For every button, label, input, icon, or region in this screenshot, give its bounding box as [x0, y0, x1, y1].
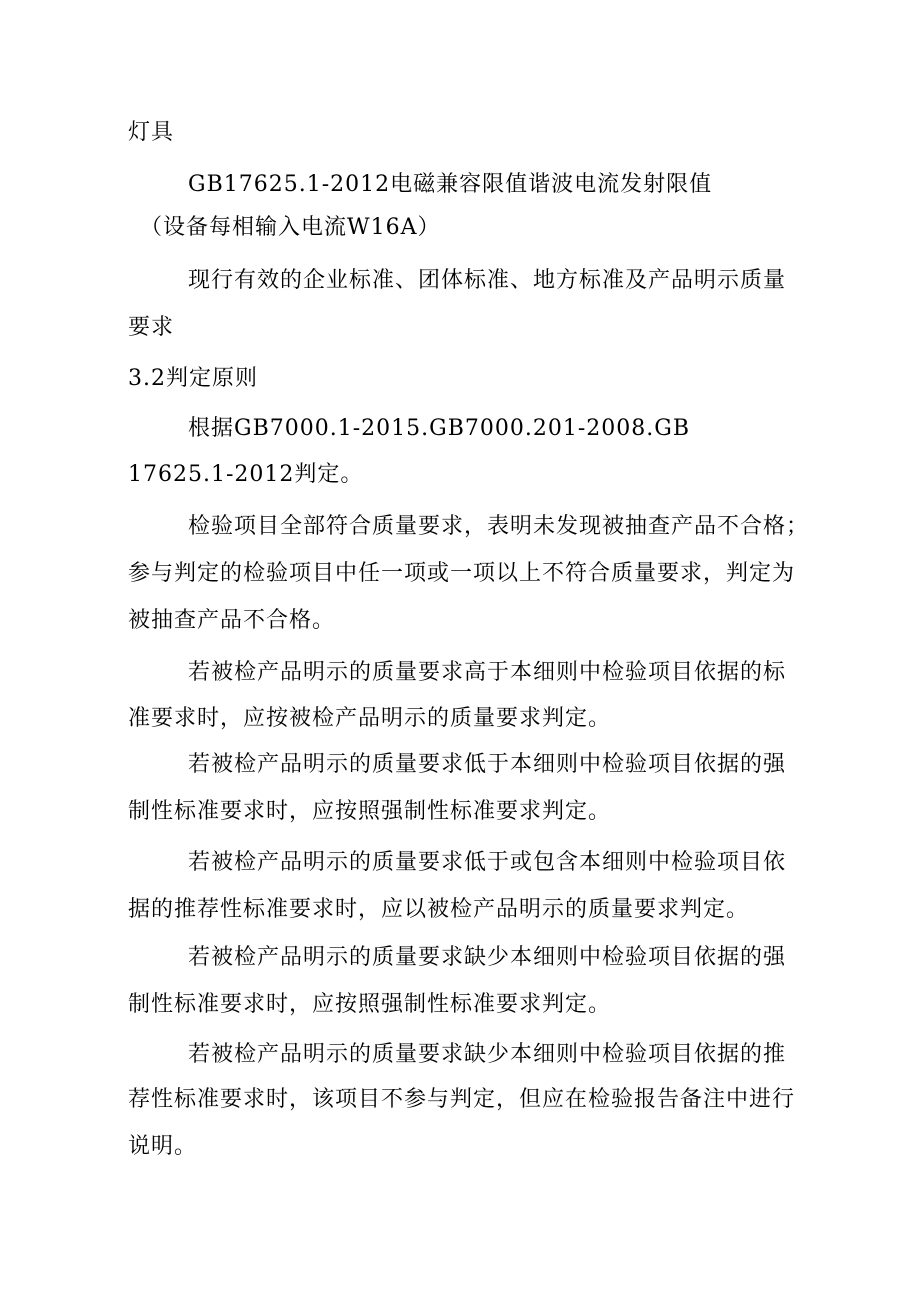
text-line-conform: 检验项目全部符合质量要求，表明未发现被抽查产品不合格； [188, 514, 810, 539]
text-line-missing-recommended-cont: 荐性标准要求时，该项目不参与判定，但应在检验报告备注中进行 [128, 1087, 796, 1112]
text-line-nonconform: 参与判定的检验项目中任一项或一项以上不符合质量要求，判定为 [128, 561, 796, 586]
text-line-missing-mandatory-cont: 制性标准要求时，应按照强制性标准要求判定。 [128, 992, 612, 1017]
text-line-nonconform-cont: 被抽查产品不合格。 [128, 608, 336, 633]
text-line-missing-mandatory: 若被检产品明示的质量要求缺少本细则中检验项目依据的强 [188, 945, 787, 970]
section-heading-3-2: 3.2判定原则 [128, 366, 258, 391]
text-line-lower-recommended-cont: 据的推荐性标准要求时，应以被检产品明示的质量要求判定。 [128, 897, 750, 922]
text-line-missing-recommended: 若被检产品明示的质量要求缺少本细则中检验项目依据的推 [188, 1042, 787, 1067]
text-line-basis: 根据GB7000.1-2015.GB7000.201-2008.GB [188, 416, 691, 441]
text-line-current-standards: 现行有效的企业标准、团体标准、地方标准及产品明示质量 [188, 268, 787, 293]
text-line-lower-mandatory: 若被检产品明示的质量要求低于本细则中检验项目依据的强 [188, 752, 787, 777]
text-line-explain: 说明。 [128, 1134, 198, 1159]
text-line-input-current: （设备每相输入电流W16A） [140, 215, 441, 240]
text-line-lower-mandatory-cont: 制性标准要求时，应按照强制性标准要求判定。 [128, 799, 612, 824]
text-line-requirements: 要求 [128, 315, 175, 340]
text-line-gb17625-title: GB17625.1-2012电磁兼容限值谐波电流发射限值 [188, 172, 713, 197]
text-line-higher: 若被检产品明示的质量要求高于本细则中检验项目依据的标 [188, 660, 787, 685]
text-line-lower-recommended: 若被检产品明示的质量要求低于或包含本细则中检验项目依 [188, 850, 787, 875]
text-line-basis-cont: 17625.1-2012判定。 [128, 462, 364, 487]
text-line-lamp: 灯具 [128, 120, 175, 145]
text-line-higher-cont: 准要求时，应按被检产品明示的质量要求判定。 [128, 706, 612, 731]
